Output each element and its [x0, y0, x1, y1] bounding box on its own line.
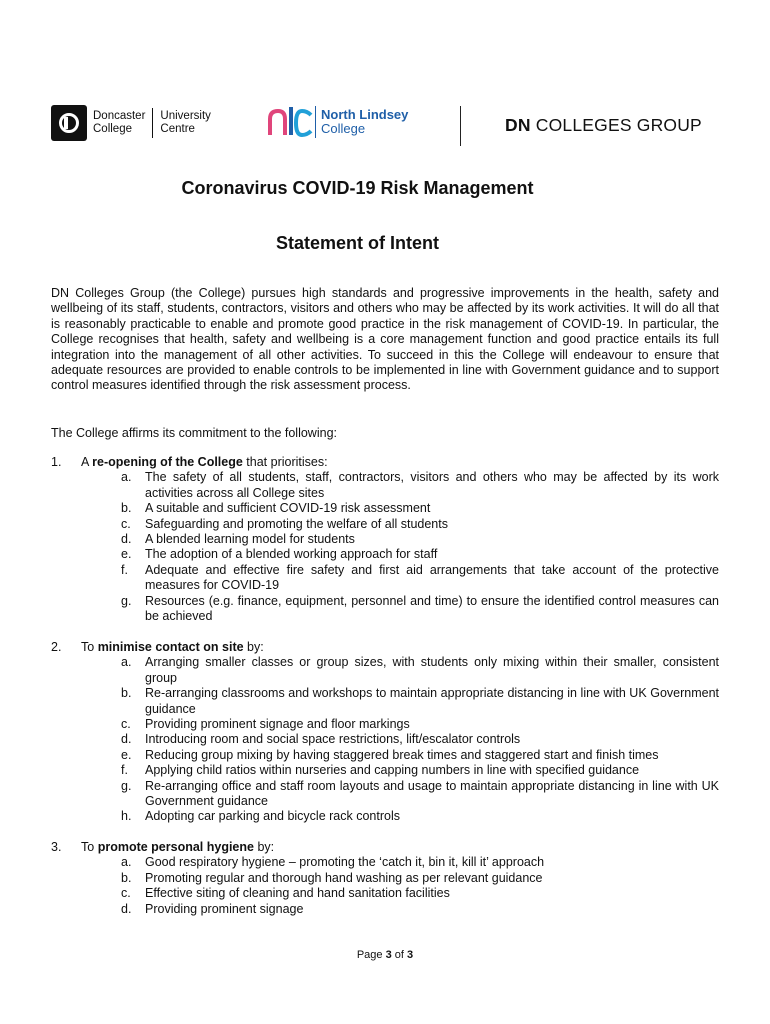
logo-uc-line1: University [160, 110, 211, 122]
list-item [51, 547, 719, 562]
list-item [51, 532, 719, 547]
item-letter: h. [121, 809, 132, 824]
logo-dn-bold: DN [505, 115, 531, 135]
logo-divider [315, 106, 316, 138]
list-item [51, 763, 719, 778]
logo-nl-line2: College [321, 121, 366, 136]
logo-uc-line2: Centre [160, 123, 195, 135]
logo-dc-line1: Doncaster [93, 110, 146, 122]
section-personal-hygiene [51, 840, 719, 917]
logo-dc-line2: College [93, 123, 132, 135]
item-text: The safety of all students, staff, contractors, visitors and others who may be affected by its work activities across all College sites [145, 470, 719, 500]
item-letter: b. [121, 686, 132, 701]
item-text: Safeguarding and promoting the welfare of all students [145, 516, 448, 531]
list-item [51, 732, 719, 747]
list-item [51, 779, 719, 810]
item-text: Arranging smaller classes or group sizes, with students only mixing within their smaller, consistent group [145, 655, 719, 685]
list-item [51, 686, 719, 717]
section-number: 1. [51, 455, 62, 469]
list-item [51, 886, 719, 901]
section-bold: promote personal hygiene [97, 840, 254, 854]
logo-dn-rest: COLLEGES GROUP [530, 115, 702, 135]
north-lindsey-mark-icon [267, 105, 313, 139]
section-number: 3. [51, 840, 62, 854]
section-tail: by: [253, 840, 275, 854]
logo-divider [152, 108, 153, 138]
section-heading [51, 840, 719, 855]
section-heading [51, 640, 719, 655]
item-letter: f. [121, 562, 128, 577]
item-letter: a. [121, 855, 132, 870]
section-number: 2. [51, 640, 62, 654]
logo-nl-line1: North Lindsey [321, 107, 409, 122]
affirm-paragraph: The College affirms its commitment to the following: [51, 426, 337, 440]
item-text: Applying child ratios within nurseries and capping numbers in line with specified guidance [145, 763, 640, 778]
section-bold: re-opening of the College [92, 455, 243, 469]
item-letter: g. [121, 778, 132, 793]
item-letter: d. [121, 532, 132, 547]
item-text: Introducing room and social space restrictions, lift/escalator controls [145, 732, 521, 747]
item-letter: c. [121, 886, 131, 901]
item-letter: d. [121, 901, 132, 916]
item-text: The adoption of a blended working approach for staff [145, 547, 438, 562]
item-letter: b. [121, 501, 132, 516]
item-text: Re-arranging office and staff room layouts and usage to maintain appropriate distancing in line with UK Government guidance [145, 778, 719, 809]
item-letter: b. [121, 870, 132, 885]
list-item [51, 748, 719, 763]
section-tail: by: [243, 640, 264, 654]
item-letter: d. [121, 732, 132, 747]
list-item [51, 855, 719, 870]
item-letter: c. [121, 516, 131, 531]
intro-paragraph: DN Colleges Group (the College) pursues high standards and progressive improvements in the health, safety and wellbeing of its staff, students, contractors, visitors and others who may be affected by its work activities. It will do all that is reasonably practicable to enable and promote good practice in the risk management of COVID-19. In particular, the College recognises that health, safety and wellbeing is a core management function and good practice entails its full integration into the management of all other activities. To succeed in this the College will endeavour to ensure that adequate resources are provided to enable controls to be implemented in line with Government guidance and to support control measures identified through the risk assessment process. [51, 286, 719, 393]
item-text: Adopting car parking and bicycle rack controls [145, 809, 400, 824]
list-item [51, 902, 719, 917]
section-lead: To [81, 640, 98, 654]
item-text: Providing prominent signage and floor markings [145, 717, 410, 732]
section-heading-text [81, 455, 328, 470]
section-items [51, 655, 719, 824]
page-total: 3 [407, 949, 414, 961]
item-letter: e. [121, 747, 132, 762]
section-items [51, 470, 719, 624]
header-divider [460, 106, 461, 146]
doncaster-college-logo [51, 105, 211, 141]
item-text: Effective siting of cleaning and hand sanitation facilities [145, 886, 450, 901]
item-text: Re-arranging classrooms and workshops to maintain appropriate distancing in line with UK Government guidance [145, 686, 719, 716]
page-word: Page [356, 949, 386, 961]
item-letter: c. [121, 717, 131, 732]
list-item [51, 871, 719, 886]
list-item [51, 517, 719, 532]
item-text: Providing prominent signage [145, 901, 304, 916]
item-letter: f. [121, 763, 128, 778]
item-text: Promoting regular and thorough hand washing as per relevant guidance [145, 870, 543, 885]
section-reopening [51, 455, 719, 624]
item-text: Adequate and effective fire safety and first aid arrangements that take account of the protective measures for COVID-19 [145, 562, 719, 593]
section-bold: minimise contact on site [97, 640, 244, 654]
page-footer [0, 949, 770, 961]
item-text: Reducing group mixing by having staggered break times and staggered start and finish times [145, 747, 659, 762]
university-centre-wordmark [160, 110, 210, 136]
section-items [51, 855, 719, 917]
list-item [51, 501, 719, 516]
item-text: A blended learning model for students [145, 532, 355, 547]
item-letter: a. [121, 655, 132, 670]
section-lead: To [81, 840, 98, 854]
doncaster-college-mark-icon [51, 105, 87, 141]
page-title: Coronavirus COVID-19 Risk Management [181, 178, 534, 198]
list-item [51, 563, 719, 594]
item-letter: a. [121, 470, 132, 485]
of-word: of [391, 949, 408, 961]
section-minimise-contact [51, 640, 719, 825]
list-item [51, 470, 719, 501]
list-item [51, 809, 719, 824]
item-text: Good respiratory hygiene – promoting the ‘catch it, bin it, kill it’ approach [145, 855, 545, 870]
page-subtitle: Statement of Intent [275, 233, 439, 253]
section-heading [51, 455, 719, 470]
item-letter: e. [121, 547, 132, 562]
list-item [51, 655, 719, 686]
list-item [51, 717, 719, 732]
page-number: 3 [385, 949, 392, 961]
section-heading-text [81, 640, 264, 655]
item-text: Resources (e.g. finance, equipment, personnel and time) to ensure the identified control measures can be achieved [145, 593, 719, 624]
doncaster-college-wordmark [93, 110, 145, 136]
dn-colleges-group-logo [505, 115, 702, 136]
item-text: A suitable and sufficient COVID-19 risk assessment [145, 501, 431, 516]
item-letter: g. [121, 593, 132, 608]
section-tail: that prioritises: [242, 455, 328, 469]
section-heading-text [81, 840, 274, 855]
north-lindsey-wordmark [321, 108, 408, 136]
section-lead: A [81, 455, 93, 469]
north-lindsey-college-logo [267, 104, 408, 140]
list-item [51, 594, 719, 625]
